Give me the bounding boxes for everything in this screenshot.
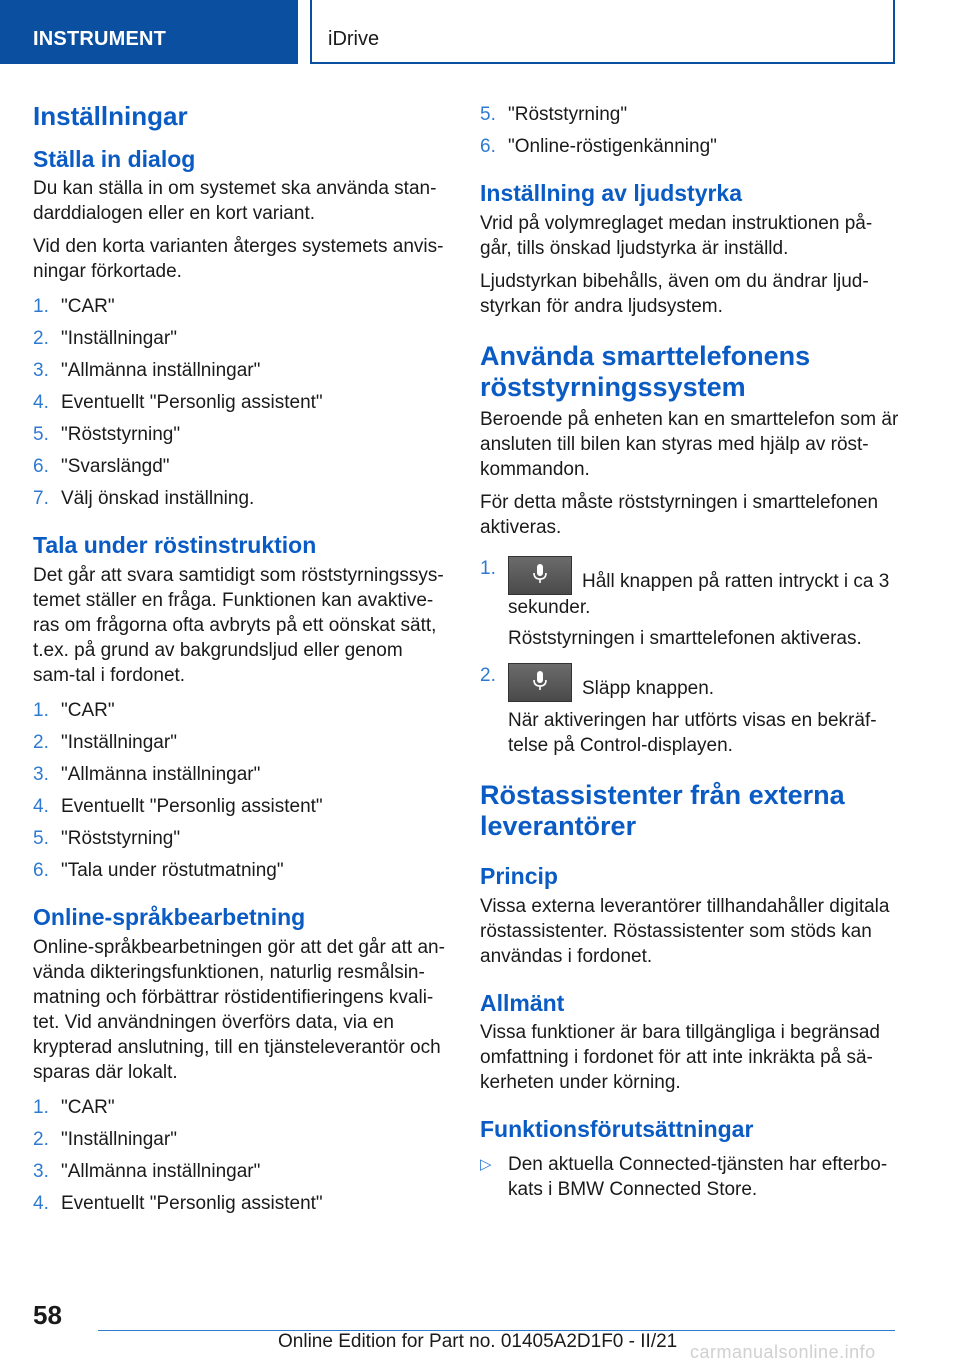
list-item <box>33 1191 448 1216</box>
footer-edition: Online Edition for Part no. 01405A2D1F0 - II/21 <box>278 1331 678 1352</box>
step-text: "Inställningar" <box>61 732 177 753</box>
general-heading: Allmänt <box>480 989 565 1016</box>
step-text: "Röststyrning" <box>61 828 181 849</box>
step-text: "Tala under röstutmatning" <box>61 860 284 881</box>
list-item <box>33 1127 448 1152</box>
smartphone-paragraph-1: Beroende på enheten kan en smarttelefon som är ansluten till bilen kan styras med hjälp av röst-kommandon. <box>480 408 899 480</box>
list-item <box>480 1152 900 1202</box>
microphone-button-image <box>508 663 572 702</box>
step-number: 2. <box>480 664 496 686</box>
dialog-paragraph-2: Vid den korta varianten återges systemets anvis-ningar förkortade. <box>33 236 444 283</box>
step-text: "Allmänna inställningar" <box>61 1160 261 1182</box>
step-number: 1. <box>33 296 49 318</box>
step-text: "Allmänna inställningar" <box>61 360 261 382</box>
dialog-heading: Ställa in dialog <box>33 145 196 172</box>
list-item <box>33 1159 448 1184</box>
step-number: 5. <box>33 424 49 446</box>
step-text: "Röststyrning" <box>508 104 628 125</box>
list-item <box>33 422 448 447</box>
external-heading: Röstassistenter från externa leverantörer <box>480 779 845 841</box>
step-number: 3. <box>33 764 49 785</box>
step-text: "Inställningar" <box>61 328 177 350</box>
list-item <box>480 102 900 127</box>
list-item <box>33 794 448 819</box>
list-item <box>33 730 448 755</box>
online-heading: Online-språkbearbetning <box>33 904 306 930</box>
step-number: 6. <box>480 136 496 157</box>
speak-steps <box>33 698 448 883</box>
step-number: 5. <box>33 828 49 849</box>
step-number: 2. <box>33 1128 49 1150</box>
step-text: Håll knappen på ratten intryckt i ca 3 sekunder. <box>508 570 890 618</box>
list-item <box>33 1095 448 1120</box>
step-number: 4. <box>33 1192 49 1214</box>
list-item <box>33 762 448 787</box>
step-text: Eventuellt "Personlig assistent" <box>61 1192 323 1214</box>
page-number: 58 <box>33 1300 62 1330</box>
list-item <box>33 294 448 319</box>
section-title: Inställningar <box>33 101 188 131</box>
step-number: 4. <box>33 392 49 414</box>
step-number: 3. <box>33 360 49 382</box>
speak-heading: Tala under röstinstruktion <box>33 532 317 559</box>
principle-heading: Princip <box>480 862 558 889</box>
step-text: "Svarslängd" <box>61 456 170 478</box>
microphone-button-image <box>508 556 572 595</box>
microphone-icon <box>533 671 547 691</box>
online-steps-continued <box>480 102 900 159</box>
list-item <box>480 663 900 758</box>
list-item <box>33 698 448 723</box>
volume-paragraph-1: Vrid på volymreglaget medan instruktionen på-går, tills önskad ljudstyrka är inställd. <box>480 212 873 259</box>
step-text: Eventuellt "Personlig assistent" <box>61 392 323 414</box>
list-item <box>33 486 448 511</box>
triangle-bullet-icon: ▷ <box>480 1156 492 1174</box>
volume-paragraph-2: Ljudstyrkan bibehålls, även om du ändrar ljud-styrkan för andra ljudsystem. <box>480 270 869 317</box>
step-text: Eventuellt "Personlig assistent" <box>61 796 323 817</box>
step-text: "Online-röstigenkänning" <box>508 136 717 157</box>
list-item <box>33 358 448 383</box>
requirements-list <box>480 1152 900 1202</box>
step-number: 1. <box>33 1096 49 1118</box>
step-text: "CAR" <box>61 296 115 318</box>
step-text: "Inställningar" <box>61 1128 177 1150</box>
step-number: 2. <box>33 328 49 350</box>
step-number: 6. <box>33 860 49 881</box>
online-paragraph: Online-språkbearbetningen gör att det går att an-vända dikteringsfunktionen, naturlig resmålsin-matning och förbättrar röstidentifieringens kvali-tet. Vid användningen överförs data, via en krypterad anslutning, till en tjänsteleverantör och sparas där lokalt. <box>33 936 445 1083</box>
step-result: När aktiveringen har utförts visas en bekräf-telse på Control-displayen. <box>508 709 877 756</box>
step-number: 2. <box>33 732 49 753</box>
step-number: 3. <box>33 1160 49 1182</box>
smartphone-steps <box>480 556 900 758</box>
step-number: 1. <box>480 557 496 579</box>
speak-paragraph: Det går att svara samtidigt som röststyrningssys-temet ställer en fråga. Funktionen kan avaktive-ras om frågorna ofta avbryts på ett oönskat sätt, t.ex. på grund av bakgrundsljud eller genom sam-tal i fordonet. <box>33 565 444 686</box>
smartphone-heading: Använda smarttelefonens röststyrningssystem <box>480 340 811 402</box>
step-number: 6. <box>33 456 49 478</box>
smartphone-paragraph-2: För detta måste röststyrningen i smarttelefonen aktiveras. <box>480 491 879 538</box>
list-item <box>480 134 900 159</box>
dialog-paragraph-1: Du kan ställa in om systemet ska använda stan-darddialogen eller en kort variant. <box>33 178 437 225</box>
step-text: Välj önskad inställning. <box>61 488 255 510</box>
online-steps <box>33 1095 448 1216</box>
requirement-text: Den aktuella Connected-tjänsten har efterbo-kats i BMW Connected Store. <box>508 1154 888 1201</box>
volume-heading: Inställning av ljudstyrka <box>480 180 743 206</box>
step-text: Släpp knappen. <box>582 677 715 699</box>
step-number: 5. <box>480 104 496 125</box>
section-tab: INSTRUMENT <box>0 0 298 64</box>
list-item <box>480 556 900 651</box>
list-item <box>33 454 448 479</box>
requirements-heading: Funktionsförutsättningar <box>480 1116 754 1143</box>
step-text: "CAR" <box>61 700 115 721</box>
right-column <box>480 102 900 1209</box>
step-number: 4. <box>33 796 49 817</box>
microphone-icon <box>533 564 547 584</box>
principle-paragraph: Vissa externa leverantörer tillhandahåller digitala röstassistenter. Röstassistenter som stöds kan användas i fordonet. <box>480 895 890 967</box>
step-number: 7. <box>33 488 49 510</box>
dialog-steps <box>33 294 448 511</box>
list-item <box>33 858 448 883</box>
step-number: 1. <box>33 700 49 721</box>
list-item <box>33 326 448 351</box>
list-item <box>33 826 448 851</box>
step-text: "CAR" <box>61 1096 115 1118</box>
step-result: Röststyrningen i smarttelefonen aktiveras. <box>508 627 862 649</box>
left-column <box>33 100 448 1223</box>
watermark: carmanualsonline.info <box>690 1342 876 1362</box>
chapter-tab: iDrive <box>310 0 895 64</box>
step-text: "Röststyrning" <box>61 424 181 446</box>
list-item <box>33 390 448 415</box>
step-text: "Allmänna inställningar" <box>61 764 261 785</box>
general-paragraph: Vissa funktioner är bara tillgängliga i begränsad omfattning i fordonet för att inte inkräkta på sä-kerheten under körning. <box>480 1022 880 1094</box>
